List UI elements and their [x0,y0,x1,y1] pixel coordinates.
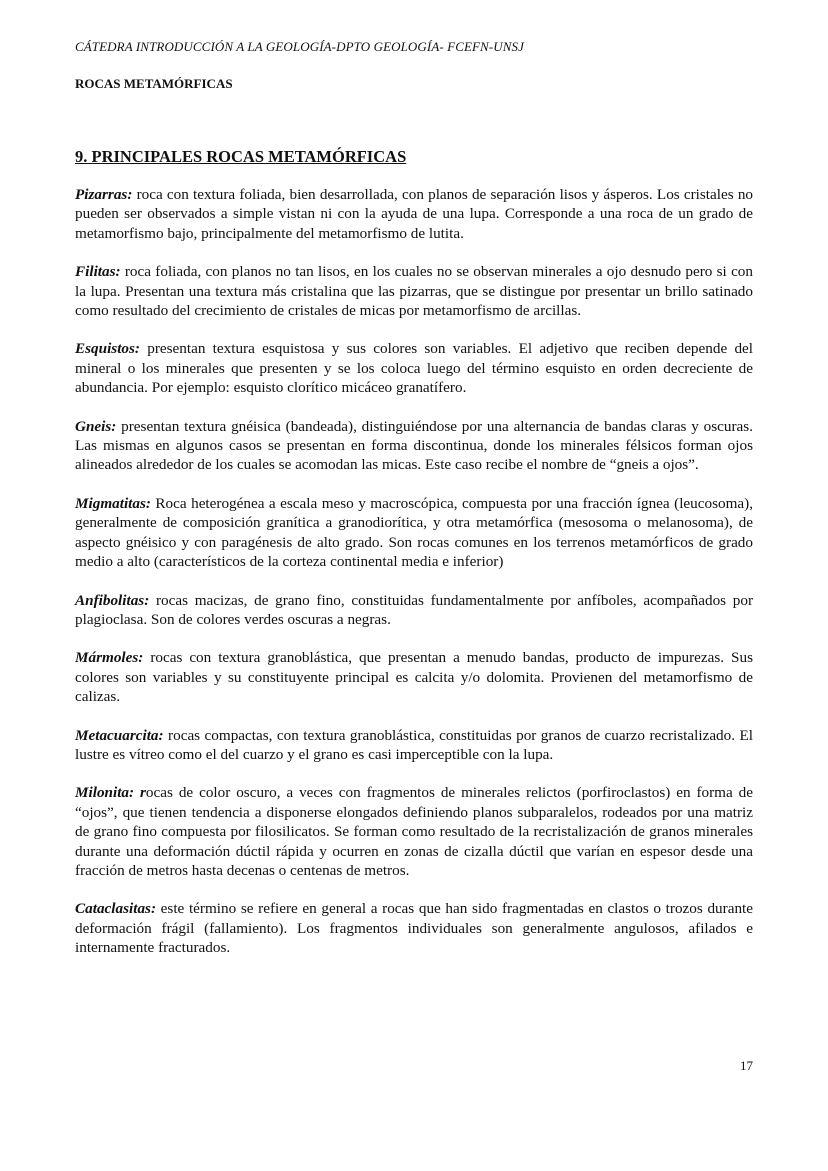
term-pizarras: Pizarras [75,186,128,203]
paragraph-anfibolitas [75,591,753,630]
term-marmoles: Mármoles: [75,649,144,667]
description-marmoles: rocas con textura granoblástica, que presentan a menudo bandas, producto de impurezas. Sus colores son variables y su constituyente principal es calcita y/o dolomita. Provienen del metamorfismo de calizas. [75,649,753,706]
description-migmatitas: Roca heterogénea a escala meso y macroscópica, compuesta por una fracción ígnea (leucosoma), generalmente de composición granítica a granodiorítica, y otra metamórfica (mesosoma o melanosoma), de aspecto gnéisico y con paragénesis de alto grado. Son rocas comunes en los terrenos metamórficos de grado medio a alto (característicos de la corteza continental media e inferior) [75,494,753,571]
description-cataclasitas: este término se refiere en general a rocas que han sido fragmentadas en clastos o trozos durante deformación frágil (fallamiento). Los fragmentos individuales son generalmente angulosos, afilados e internamente fracturados. [75,900,753,957]
term-cataclasitas: Cataclasitas: [75,900,157,918]
description-pizarras: roca con textura foliada, bien desarrollada, con planos de separación lisos y ásperos. Los cristales no pueden ser observados a simple vistan ni con la ayuda de una lupa. Corresponde a una roca de un grado de metamorfismo bajo, principalmente del metamorfismo de lutita. [75,186,754,242]
paragraph-cataclasitas [75,899,753,957]
term-filitas: Filitas: [75,263,121,281]
term-anfibolitas: Anfibolitas: [75,591,150,609]
content-body [75,185,753,977]
term-esquistos: Esquistos: [75,340,140,358]
description-gneis: presentan textura gnéisica (bandeada), distinguiéndose por una alternancia de bandas claras y oscuras. Las mismas en algunos casos se presentan en forma discontinua, donde los minerales félsicos forman ojos alineados alrededor de los cuales se acomodan las micas. Este caso recibe el nombre de “gneis a ojos”. [75,417,753,474]
paragraph-metacuarcita [75,726,753,765]
term-gneis: Gneis: [75,417,117,435]
description-metacuarcita: rocas compactas, con textura granoblástica, constituidas por granos de cuarzo recristalizado. El lustre es vítreo como el del cuarzo y el grano es casi imperceptible con la lupa. [75,726,753,763]
term-migmatitas: Migmatitas: [75,494,151,512]
paragraph-milonita [75,783,753,880]
description-milonita: ocas de color oscuro, a veces con fragmentos de minerales relictos (porfiroclastos) en forma de “ojos”, que tienen tendencia a disponerse elongados definiendo planos subparalelos, rodeados por una matriz de grano fino compuesta por filosilicatos. Se forman como resultado de la recristalización de granos minerales durante una deformación dúctil rápida y ocurren en zonas de cizalla dúctil que varían en espesor desde una fracción de metros hasta decenas o centenas de metros. [75,784,753,879]
department-header: CÁTEDRA INTRODUCCIÓN A LA GEOLOGÍA-DPTO GEOLOGÍA- FCEFN-UNSJ [75,39,524,54]
paragraph-migmatitas [75,494,753,572]
paragraph-pizarras [75,185,753,243]
paragraph-gneis [75,417,753,475]
description-filitas: roca foliada, con planos no tan lisos, en los cuales no se observan minerales a ojo desnudo pero si con la lupa. Presentan una textura más cristalina que las pizarras, que se distingue por presentar un brillo satinado como resultado del crecimiento de cristales de micas por metamorfismo de arcillas. [75,263,753,320]
page-number: 17 [740,1058,753,1073]
description-anfibolitas: rocas macizas, de grano fino, constituidas fundamentalmente por anfíboles, acompañados por plagioclasa. Son de colores verdes oscuras a negras. [75,591,754,628]
section-label: ROCAS METAMÓRFICAS [75,76,233,91]
paragraph-esquistos [75,339,753,397]
term-milonita: Milonita: r [75,784,146,802]
paragraph-filitas [75,262,753,320]
term-separator: : [127,186,137,203]
term-metacuarcita: Metacuarcita: [75,726,164,744]
description-esquistos: presentan textura esquistosa y sus colores son variables. El adjetivo que reciben depende del mineral o los minerales que presenten y se los coloca luego del término esquisto en orden decreciente de abundancia. Por ejemplo: esquisto clorítico micáceo granatífero. [75,340,753,397]
section-heading: 9. PRINCIPALES ROCAS METAMÓRFICAS [75,147,407,166]
term-separator [149,592,156,609]
paragraph-marmoles [75,648,753,706]
